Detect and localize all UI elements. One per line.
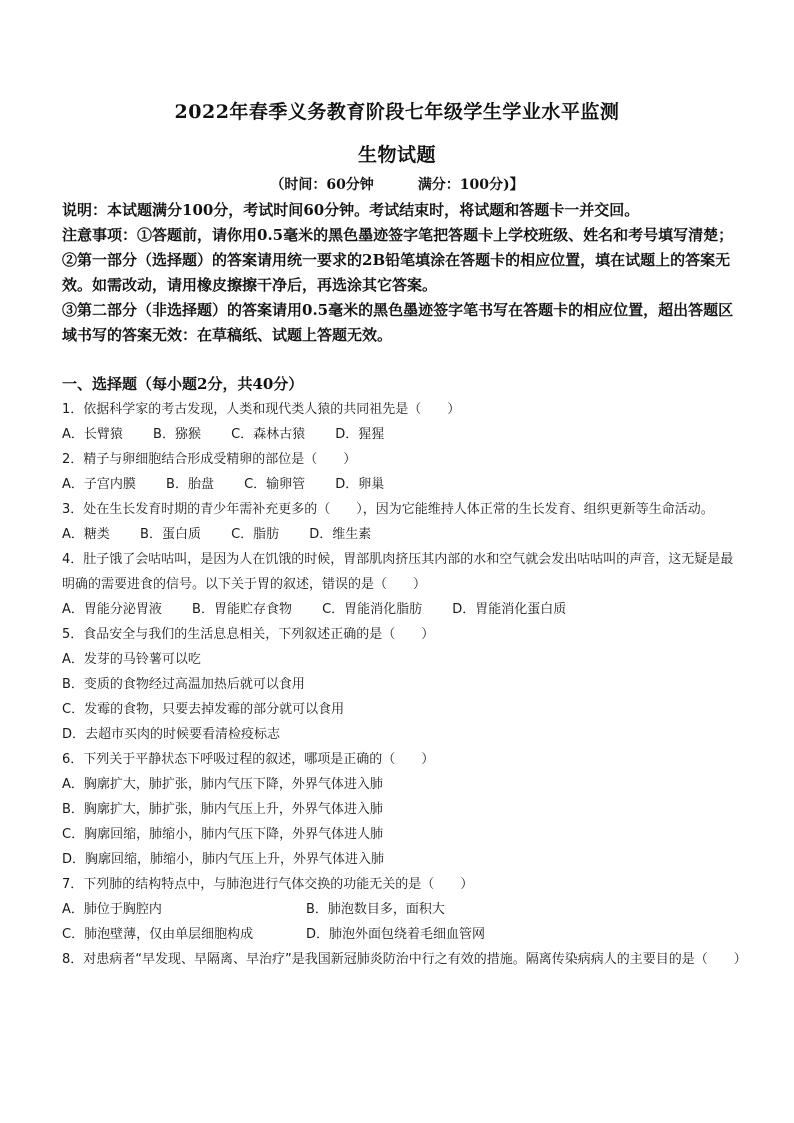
question-option: D．去超市买肉的时候要看清检疫标志 (62, 727, 281, 742)
exam-time: （时间：60分钟 (270, 177, 374, 193)
question-option: A．发芽的马铃薯可以吃 (62, 652, 201, 667)
question-stem: 1．依据科学家的考古发现，人类和现代类人猿的共同祖先是（ ） (62, 402, 461, 417)
question-option: B．肺泡数目多，面积大 (306, 902, 445, 917)
exam-time-score (0, 174, 794, 194)
question-option: B．胸廓扩大，肺扩张，肺内气压上升，外界气体进入肺 (62, 802, 383, 817)
question-options-row (62, 922, 742, 947)
question-stem: 4．肚子饿了会咕咕叫，是因为人在饥饿的时候，胃部肌肉挤压其内部的水和空气就会发出咕咕叫的声音，这无疑是最明确的需要进食的信号。以下关于胃的叙述，错误的是（ ） (62, 552, 734, 592)
question-options: A．糖类 B．蛋白质 C．脂肪 D．维生素 (62, 527, 372, 542)
question-stem: 8．对患病者“早发现、早隔离、早治疗”是我国新冠肺炎防治中行之有效的措施。隔离传染病病人的主要目的是（ ） (62, 952, 747, 967)
question-options-row (62, 897, 742, 922)
question-option: A．肺位于胸腔内 (62, 902, 162, 917)
question-option: C．胸廓回缩，肺缩小，肺内气压下降，外界气体进人肺 (62, 827, 384, 842)
instruction-line: 说明：本试题满分100分，考试时间60分钟。考试结束时，将试题和答题卡一并交回。 (62, 201, 640, 219)
question-option: C．肺泡壁薄，仅由单层细胞构成 (62, 927, 254, 942)
exam-full-score: 满分：100分)】 (417, 177, 524, 193)
question-option: C．发霉的食物，只要去掉发霉的部分就可以食用 (62, 702, 345, 717)
question-option: D．胸廓回缩，肺缩小，肺内气压上升，外界气体进入肺 (62, 852, 385, 867)
question-stem: 7．下列肺的结构特点中，与肺泡进行气体交换的功能无关的是（ ） (62, 877, 474, 892)
question-list (62, 397, 747, 972)
question-options: A．子宫内膜 B．胎盘 C．输卵管 D．卵巢 (62, 477, 385, 492)
question-stem: 3．处在生长发育时期的青少年需补充更多的（ ），因为它能维持人体正常的生长发育、组织更新等生命活动。 (62, 502, 714, 517)
question-option: B．变质的食物经过高温加热后就可以食用 (62, 677, 305, 692)
question-options: A．胃能分泌胃液 B．胃能贮存食物 C．胃能消化脂肪 D．胃能消化蛋白质 (62, 602, 567, 617)
question-option: D．肺泡外面包绕着毛细血管网 (306, 927, 486, 942)
instruction-line: ③第二部分（非选择题）的答案请用0.5毫米的黑色墨迹签字笔书写在答题卡的相应位置，超出答题区域书写的答案无效：在草稿纸、试题上答题无效。 (62, 301, 734, 344)
instruction-line: ②第一部分（选择题）的答案请用统一要求的2B铅笔填涂在答题卡的相应位置，填在试题上的答案无效。如需改动，请用橡皮擦擦干净后，再选涂其它答案。 (62, 251, 731, 294)
question-options: A．长臂猿 B．猕猴 C．森林古猿 D．猩猩 (62, 427, 385, 442)
section-title: 一、选择题（每小题2分，共40分） (62, 375, 304, 393)
question-stem: 5．食品安全与我们的生活息息相关，下列叙述正确的是（ ） (62, 627, 435, 642)
exam-subject: 生物试题 (357, 144, 436, 166)
question-stem: 2．精子与卵细胞结合形成受精卵的部位是（ ） (62, 452, 357, 467)
instruction-line: 注意事项：①答题前，请你用0.5毫米的黑色墨迹签字笔把答题卡上学校班级、姓名和考号填写清楚； (62, 226, 734, 244)
question-stem: 6．下列关于平静状态下呼吸过程的叙述，哪项是正确的（ ） (62, 752, 435, 767)
exam-title: 2022年春季义务教育阶段七年级学生学业水平监测 (174, 101, 620, 123)
instructions (62, 198, 736, 348)
question-option: A．胸廓扩大，肺扩张，肺内气压下降，外界气体进入肺 (62, 777, 383, 792)
